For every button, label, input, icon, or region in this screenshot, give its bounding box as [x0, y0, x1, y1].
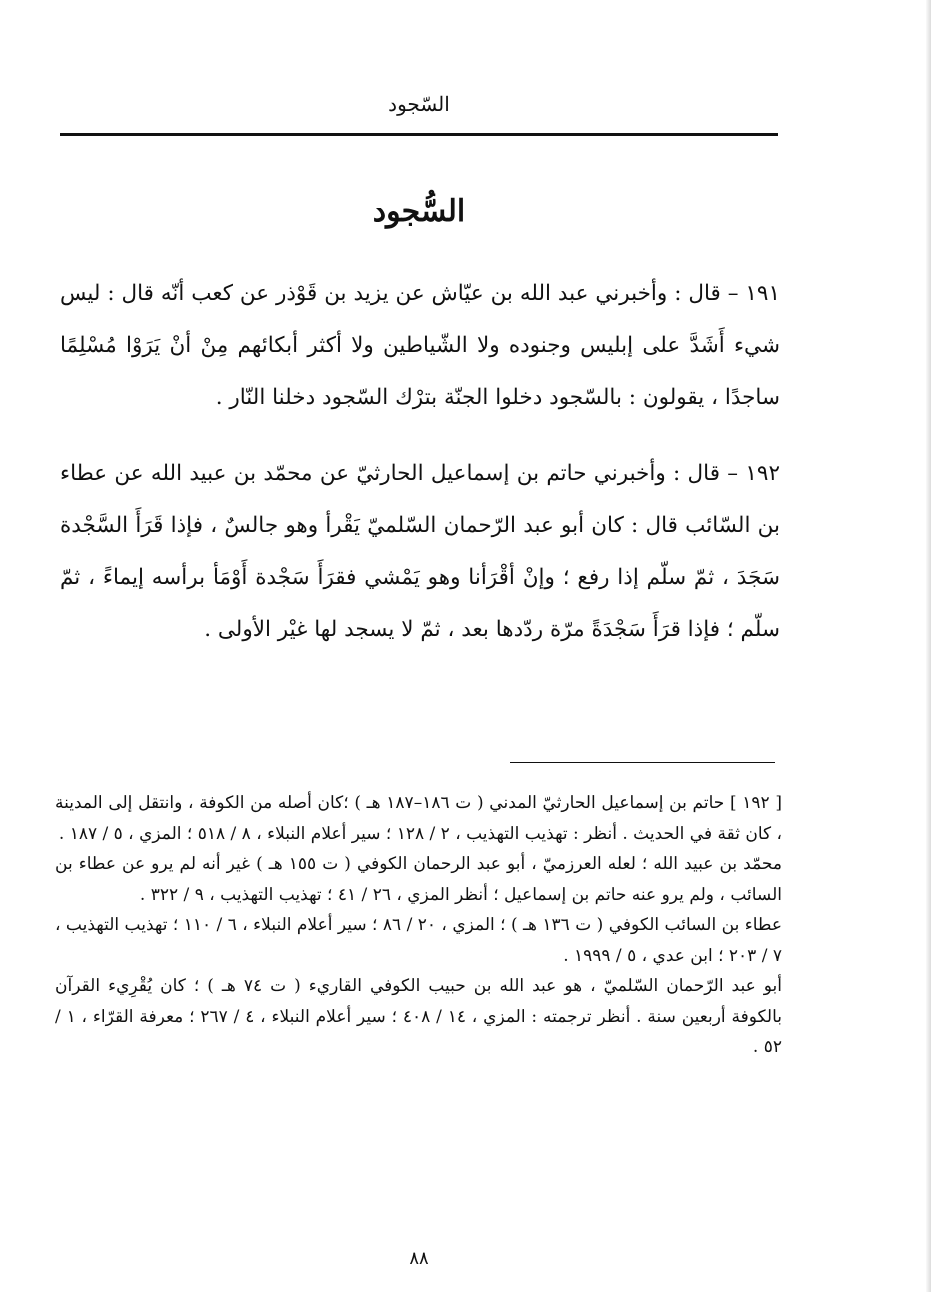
- paragraph-192: ١٩٢ – قال : وأخبرني حاتم بن إسماعيل الحارثيّ عن محمّد بن عبيد الله عن عطاء بن السّائب قال : كان أبو عبد الرّحمان السّلميّ يَقْرأ وهو جالسٌ ، فإذا قَرَأَ السَّجْدة سَجَدَ ، ثمّ سلّم إذا رفع ؛ وإنْ أقْرَأنا وهو يَمْشي فقرَأَ سَجْدة أَوْمَأ برأسه إيماءً ، ثمّ سلّم ؛ فإذا قرَأَ سَجْدَةً مرّة ردّدها بعد ، ثمّ لا يسجد لها غيْر الأولى .: [60, 461, 780, 642]
- footnote-hatim: [ ١٩٢ ] حاتم بن إسماعيل الحارثيّ المدني ( ت ١٨٦–١٨٧ هـ ) ؛كان أصله من الكوفة ، وانتقل إلى المدينة ، كان ثقة في الحديث . أنظر : تهذيب التهذيب ، ٢ / ١٢٨ ؛ سير أعلام النبلاء ، ٨ / ٥١٨ ؛ المزي ، ٥ / ١٨٧ .: [55, 793, 783, 844]
- page-number: ٨٨: [409, 1248, 429, 1269]
- scan-edge-shadow: [926, 0, 931, 1292]
- running-header: السّجود: [388, 92, 450, 116]
- paragraph-191: ١٩١ – قال : وأخبرني عبد الله بن عيّاش عن يزيد بن قَوْذر عن كعب أنّه قال : ليس شيء أَشَدَّ على إبليس وجنوده ولا الشّياطين ولا أكثر أبكائهم مِنْ أنْ يَرَوْا مُسْلِمًا ساجدًا ، يقولون : بالسّجود دخلوا الجنّة بترْك السّجود دخلنا النّار .: [60, 281, 780, 410]
- chapter-title: السُّجود: [372, 194, 466, 229]
- footnote-ata: عطاء بن السائب الكوفي ( ت ١٣٦ هـ ) ؛ المزي ، ٢٠ / ٨٦ ؛ سير أعلام النبلاء ، ٦ / ١١٠ ؛ تهذيب التهذيب ، ٧ / ٢٠٣ ؛ ابن عدي ، ٥ / ١٩٩٩ .: [55, 915, 782, 966]
- main-text: [60, 268, 780, 656]
- header-rule: [60, 133, 778, 136]
- footnote-muhammad: محمّد بن عبيد الله ؛ لعله العرزميّ ، أبو عبد الرحمان الكوفي ( ت ١٥٥ هـ ) غير أنه لم يرو عن عطاء بن السائب ، ولم يرو عنه حاتم بن إسماعيل ؛ أنظر المزي ، ٢٦ / ٤١ ؛ تهذيب التهذيب ، ٩ / ٣٢٢ .: [55, 854, 782, 905]
- footnotes: [55, 788, 782, 1063]
- footnote-separator: [510, 762, 775, 763]
- footnote-sulami: أبو عبد الرّحمان السّلميّ ، هو عبد الله بن حبيب الكوفي القاريء ( ت ٧٤ هـ ) ؛ كان يُقْرِيء القرآن بالكوفة أربعين سنة . أنظر ترجمته : المزي ، ١٤ / ٤٠٨ ؛ سير أعلام النبلاء ، ٤ / ٢٦٧ ؛ معرفة القرّاء ، ١ / ٥٢ .: [55, 976, 782, 1057]
